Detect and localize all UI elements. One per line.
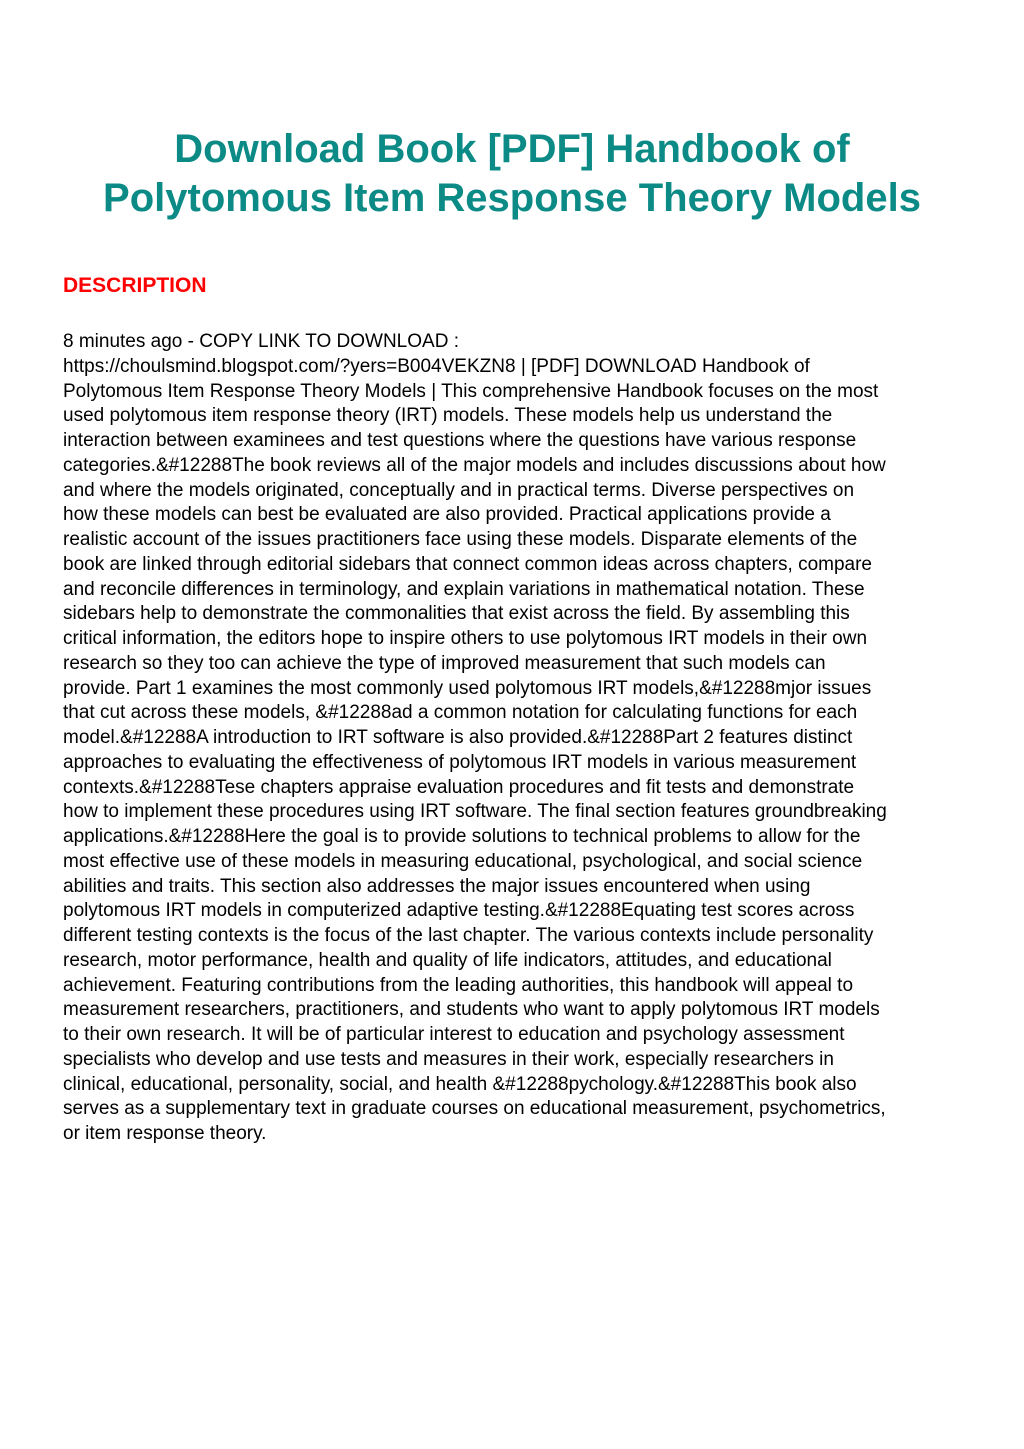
description-line: 8 minutes ago - COPY LINK TO DOWNLOAD : (63, 331, 459, 352)
description-line: interaction between examinees and test questions where the questions have various response (63, 430, 857, 451)
description-line: Polytomous Item Response Theory Models | This comprehensive Handbook focuses on the most (63, 380, 879, 402)
description-line: research so they too can achieve the type of improved measurement that such models can (63, 652, 826, 674)
description-line: that cut across these models, &#12288ad a common notation for calculating functions for each (63, 702, 858, 724)
page-title (40, 125, 984, 223)
description-line: serves as a supplementary text in graduate courses on educational measurement, psychometrics, (63, 1098, 886, 1120)
description-line: achievement. Featuring contributions from the leading authorities, this handbook will appeal to (63, 974, 854, 996)
description-line: contexts.&#12288Tese chapters appraise evaluation procedures and fit tests and demonstrate (63, 776, 855, 798)
description-line: https://choulsmind.blogspot.com/?yers=B004VEKZN8 | [PDF] DOWNLOAD Handbook of (63, 355, 810, 377)
description-line: or item response theory. (63, 1123, 267, 1144)
description-line: most effective use of these models in measuring educational, psychological, and social science (63, 850, 863, 872)
description-line: how to implement these procedures using IRT software. The final section features groundbreaking (63, 801, 887, 823)
description-line: applications.&#12288Here the goal is to provide solutions to technical problems to allow for the (63, 826, 861, 847)
description-line: book are linked through editorial sidebars that connect common ideas across chapters, compare (63, 553, 872, 575)
description-line: model.&#12288A introduction to IRT software is also provided.&#12288Part 2 features distinct (63, 727, 853, 748)
description-line: sidebars help to demonstrate the commonalities that exist across the field. By assembling this (63, 603, 850, 625)
title-line: Download Book [PDF] Handbook of (174, 127, 850, 171)
description-line: critical information, the editors hope to inspire others to use polytomous IRT models in their own (63, 628, 868, 649)
description-line: clinical, educational, personality, social, and health &#12288pychology.&#12288This book also (63, 1073, 857, 1095)
description-line: approaches to evaluating the effectiveness of polytomous IRT models in various measurement (63, 751, 857, 773)
description-line: how these models can best be evaluated are also provided. Practical applications provide a (63, 504, 831, 526)
description-line: polytomous IRT models in computerized adaptive testing.&#12288Equating test scores across (63, 900, 855, 922)
description-line: and where the models originated, conceptually and in practical terms. Diverse perspectives on (63, 479, 855, 501)
description-line: research, motor performance, health and quality of life indicators, attitudes, and educational (63, 949, 832, 971)
description-line: and reconcile differences in terminology, and explain variations in mathematical notation. These (63, 578, 865, 600)
description-line: realistic account of the issues practitioners face using these models. Disparate elements of the (63, 529, 858, 550)
description-line: different testing contexts is the focus of the last chapter. The various contexts include personality (63, 925, 874, 946)
description-line: specialists who develop and use tests and measures in their work, especially researchers in (63, 1048, 834, 1070)
description-line: provide. Part 1 examines the most commonly used polytomous IRT models,&#12288mjor issues (63, 677, 872, 699)
title-line: Polytomous Item Response Theory Models (103, 176, 921, 220)
description-line: used polytomous item response theory (IRT) models. These models help us understand the (63, 405, 833, 427)
description-line: to their own research. It will be of particular interest to education and psychology assessment (63, 1024, 845, 1045)
description-heading: DESCRIPTION (63, 274, 207, 297)
description-line: measurement researchers, practitioners, and students who want to apply polytomous IRT models (63, 999, 880, 1021)
description-line: categories.&#12288The book reviews all of the major models and includes discussions about how (63, 454, 886, 476)
description-body (63, 330, 963, 1147)
description-line: abilities and traits. This section also addresses the major issues encountered when using (63, 875, 811, 897)
